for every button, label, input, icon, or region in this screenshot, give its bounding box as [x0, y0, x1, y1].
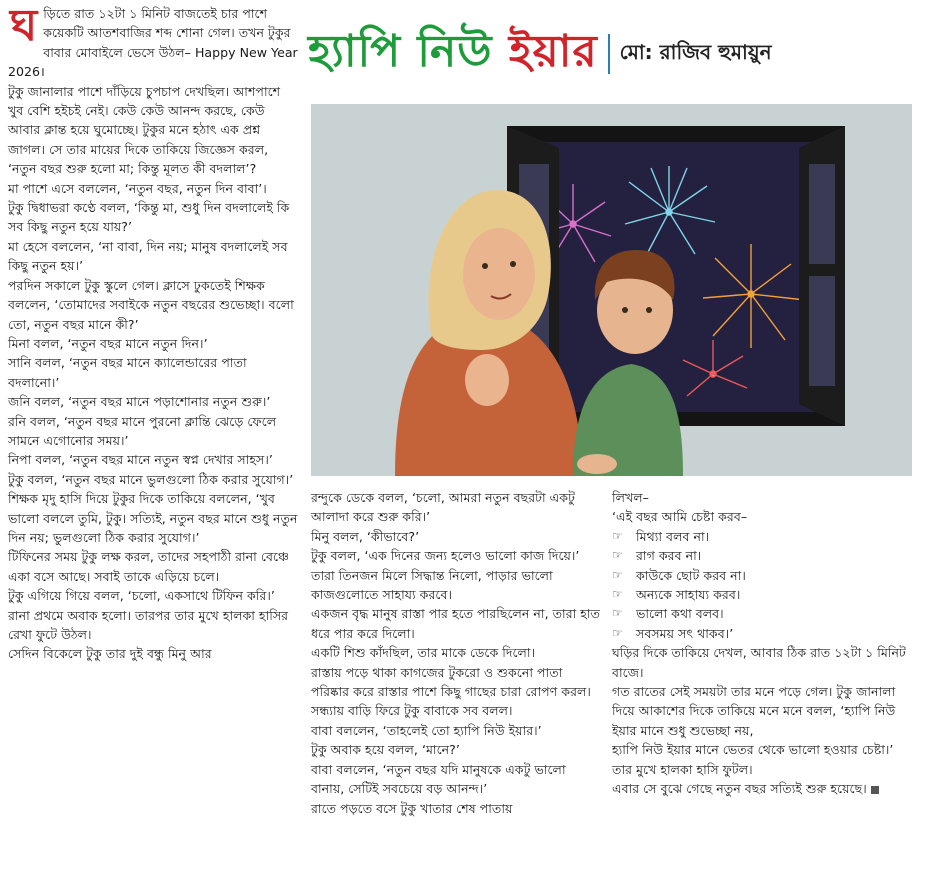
pointing-hand-icon: ☞ — [612, 567, 623, 582]
paragraph: তার মুখে হালকা হাসি ফুটল। — [612, 761, 753, 777]
byline: মো: রাজিব হুমায়ুন — [619, 39, 772, 64]
paragraph: বাবা বললেন, ‘নতুন বছর যদি মানুষকে একটু ভালো বানায়, সেটিই সবচেয়ে বড় আনন্দ।’ — [311, 761, 566, 797]
paragraph: তারা তিনজন মিলে সিদ্ধান্ত নিলো, পাড়ার ভালো কাজগুলোতে সাহায্য করবে। — [311, 567, 553, 603]
article-column-2 — [311, 488, 601, 818]
pledge-item: ☞ কাউকে ছোট করব না। — [612, 566, 912, 585]
pointing-hand-icon: ☞ — [612, 625, 623, 640]
paragraph: ‘এই বছর আমি চেষ্টা করব– — [612, 509, 748, 525]
paragraph: টুকু বলল, ‘এক দিনের জন্য হলেও ভালো কাজ দিয়ে।’ — [311, 548, 580, 564]
paragraph: লিখল– — [612, 490, 649, 505]
title-word-happy: হ্যাপি — [308, 25, 402, 77]
paragraph: টুকু বলল, ‘নতুন বছর মানে ভুলগুলো ঠিক করার সুযোগ।’ — [8, 471, 294, 487]
article-column-3 — [612, 488, 912, 799]
paragraph: ঘড়ির দিকে তাকিয়ে দেখল, আবার ঠিক রাত ১২টা ১ মিনিট বাজে। — [612, 645, 906, 680]
paragraph: গত রাতের সেই সময়টা তার মনে পড়ে গেল। টুকু জানালা দিয়ে আকাশের দিকে তাকিয়ে মনে মনে বলল, ‘হ্যাপি নিউ ইয়ার মানে শুধু শুভেচ্ছা নয়, — [612, 684, 896, 738]
paragraph: রাতে পড়তে বসে টুকু খাতার শেষ পাতায় — [311, 800, 513, 816]
paragraph: পরদিন সকালে টুকু স্কুলে গেল। ক্লাসে ঢুকতেই শিক্ষক বললেন, ‘তোমাদের সবাইকে নতুন বছরের শুভেচ্ছা। বলো তো, নতুন বছর মানে কী?’ — [8, 277, 294, 332]
paragraph: নিপা বলল, ‘নতুন বছর মানে নতুন স্বপ্ন দেখার সাহস।’ — [8, 452, 273, 468]
paragraph: মিনা বলল, ‘নতুন বছর মানে নতুন দিন।’ — [8, 335, 208, 351]
paragraph: রাস্তায় পড়ে থাকা কাগজের টুকরো ও শুকনো পাতা পরিষ্কার করে রাস্তার পাশে কিছু গাছের চারা রোপণ করল। — [311, 664, 591, 700]
paragraph: টুকু জানালার পাশে দাঁড়িয়ে চুপচাপ দেখছিল। আশপাশে খুব বেশি হইচই নেই। কেউ কেউ আনন্দ করছে, কেউ আবার ক্লান্ত হয়ে ঘুমোচ্ছে। টুকুর মনে হঠাৎ এক প্রশ্ন জাগল। সে তার মায়ের দিকে তাকিয়ে জিজ্ঞেস করল, ‘নতুন বছর শুরু হলো মা; কিন্তু মূলত কী বদলাল’? — [8, 83, 281, 177]
paragraph: রনি বলল, ‘নতুন বছর মানে পুরনো ক্লান্তি ঝেড়ে ফেলে সামনে এগোনোর সময়।’ — [8, 413, 277, 448]
pointing-hand-icon: ☞ — [612, 587, 623, 602]
paragraph: বাবা বললেন, ‘তাহলেই তো হ্যাপি নিউ ইয়ার।’ — [311, 722, 542, 738]
paragraph: একটি শিশু কাঁদছিল, তার মাকে ডেকে দিলো। — [311, 645, 536, 661]
paragraph: শিক্ষক মৃদু হাসি দিয়ে টুকুর দিকে তাকিয়ে বললেন, ‘খুব ভালো বললে তুমি, টুকু। সত্যিই, নতুন বছর মানে শুধু নতুন দিন নয়; ভুলগুলো ঠিক করার সুযোগ।’ — [8, 491, 298, 545]
paragraph: টুকু দ্বিধাভরা কণ্ঠে বলল, ‘কিন্তু মা, শুধু দিন বদলালেই কি সব কিছু নতুন হয়ে যায়?’ — [8, 200, 290, 235]
title-word-year: ইয়ার — [508, 25, 598, 77]
closing-paragraph: এবার সে বুঝে গেছে নতুন বছর সত্যিই শুরু হয়েছে। — [612, 779, 912, 798]
paragraph: মা পাশে এসে বললেন, ‘নতুন বছর, নতুন দিন বাবা’। — [8, 180, 267, 196]
paragraph: টিফিনের সময় টুকু লক্ষ করল, তাদের সহপাঠী রানা বেঞ্চে একা বসে আছে। সবাই তাকে এড়িয়ে চলে। — [8, 549, 290, 584]
pointing-hand-icon: ☞ — [612, 548, 623, 563]
paragraph: রানা প্রথমে অবাক হলো। তারপর তার মুখে হালকা হাসির রেখা ফুটে উঠল। — [8, 607, 289, 642]
paragraph: হ্যাপি নিউ ইয়ার মানে ভেতর থেকে ভালো হওয়ার চেষ্টা।’ — [612, 742, 894, 758]
paragraph: রন্দুকে ডেকে বলল, ‘চলো, আমরা নতুন বছরটা একটু আলাদা করে শুরু করি।’ — [311, 490, 575, 525]
pointing-hand-icon: ☞ — [612, 606, 623, 621]
paragraph: মিনু বলল, ‘কীভাবে?’ — [311, 528, 420, 544]
title-word-new: নিউ — [417, 25, 493, 77]
pointing-hand-icon: ☞ — [612, 528, 623, 543]
paragraph: সেদিন বিকেলে টুকু তার দুই বন্ধু মিনু আর — [8, 646, 212, 662]
story-illustration — [311, 104, 912, 476]
pledge-item: ☞ ভালো কথা বলব। — [612, 604, 912, 623]
pledge-item: ☞ অন্যকে সাহায্য করব। — [612, 585, 912, 604]
pledge-item: ☞ রাগ করব না। — [612, 546, 912, 565]
pledge-item: ☞ মিথ্যা বলব না। — [612, 527, 912, 546]
title-divider — [608, 34, 610, 74]
paragraph: সন্ধ্যায় বাড়ি ফিরে টুকু বাবাকে সব বলল। — [311, 703, 513, 719]
paragraph: মা হেসে বললেন, ‘না বাবা, দিন নয়; মানুষ বদলালেই সব কিছু নতুন হয়।’ — [8, 238, 288, 274]
end-mark-icon — [871, 786, 879, 794]
article-column-1 — [8, 0, 298, 664]
article-title — [308, 18, 598, 91]
paragraph: টুকু অবাক হয়ে বলল, ‘মানে?’ — [311, 742, 460, 758]
paragraph: একজন বৃদ্ধ মানুষ রাস্তা পার হতে পারছিলেন না, তারা হাত ধরে পার করে দিলো। — [311, 606, 600, 641]
drop-cap: ঘ — [10, 0, 38, 51]
paragraph: টুকু এগিয়ে গিয়ে বলল, ‘চলো, একসাথে টিফিন করি।’ — [8, 588, 275, 604]
paragraph: জনি বলল, ‘নতুন বছর মানে পড়াশোনার নতুন শুরু।’ — [8, 394, 271, 410]
paragraph: সানি বলল, ‘নতুন বছর মানে ক্যালেন্ডারের পাতা বদলানো।’ — [8, 355, 247, 390]
paragraph: ড়িতে রাত ১২টা ১ মিনিট বাজতেই চার পাশে কয়েকটি আতশবাজির শব্দ শোনা গেল। তখন টুকুর বাবার মোবাইলে ভেসে উঠল– Happy New Year 2026। — [8, 6, 298, 80]
headline — [308, 14, 923, 94]
pledge-item: ☞ সবসময় সৎ থাকব।’ — [612, 624, 912, 643]
